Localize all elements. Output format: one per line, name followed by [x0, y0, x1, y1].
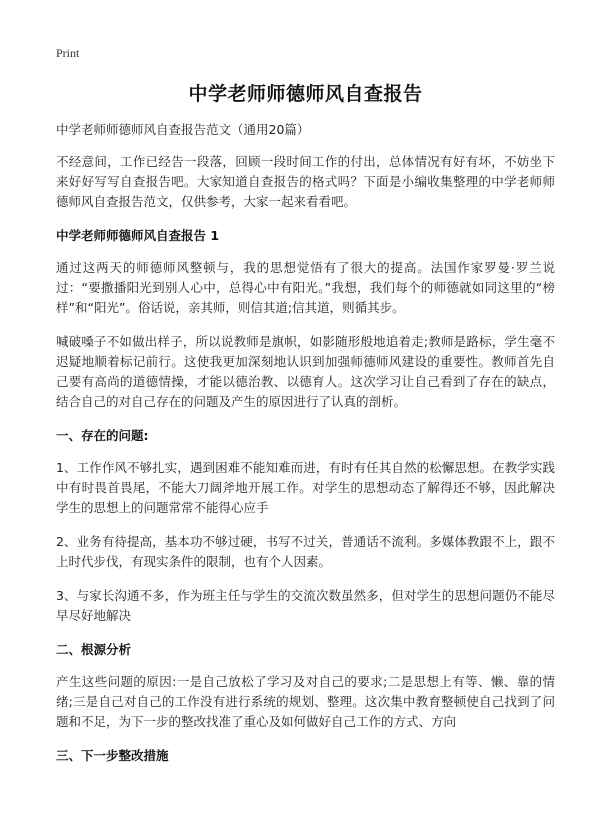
section-heading-analysis: 二、根源分析: [56, 642, 132, 657]
intro-paragraph: 不经意间，工作已经告一段落，回顾一段时间工作的付出，总体情况有好有坏，不妨坐下来好好写写自查报告吧。大家知道自查报告的格式吗？下面是小编收集整理的中学老师师德师风自查报告范文，仅供参考，大家一起来看看吧。: [56, 154, 555, 209]
analysis-paragraph: 产生这些问题的原因:一是自己放松了学习及对自己的要求;二是思想上有等、懒、靠的情绪;三是自己对自己的工作没有进行系统的规划、整理。这次集中教育整顿使自己找到了问题和不足，为下一步的整改找准了重心及如何做好自己工作的方式、方向: [56, 674, 555, 729]
report-heading: 中学老师师德师风自查报告 1: [56, 228, 220, 243]
subtitle: 中学老师师德师风自查报告范文（通用20篇）: [56, 122, 310, 137]
page-title: 中学老师师德师风自查报告: [188, 83, 423, 105]
section-heading-measures: 三、下一步整改措施: [56, 748, 169, 763]
paragraph-1: 通过这两天的师德师风整顿与，我的思想觉悟有了很大的提高。法国作家罗曼·罗兰说过：“要撒播阳光到别人心中，总得心中有阳光。”我想，我们每个的师德就如同这里的“榜样”和“阳光”。俗话说，亲其师，则信其道;信其道，则循其步。: [56, 260, 555, 315]
problem-item-2: 2、业务有待提高，基本功不够过硬，书写不过关，普通话不流利。多媒体教跟不上，跟不上时代步伐，有现实条件的限制，也有个人因素。: [56, 534, 555, 569]
section-heading-problems: 一、存在的问题:: [56, 428, 149, 443]
print-label: Print: [56, 46, 80, 60]
problem-item-1: 1、工作作风不够扎实，遇到困难不能知难而进，有时有任其自然的松懈思想。在教学实践中有时畏首畏尾，不能大刀阔斧地开展工作。对学生的思想动态了解得还不够，因此解决学生的思想上的问题常常不能得心应手: [56, 460, 555, 515]
problem-item-3: 3、与家长沟通不多，作为班主任与学生的交流次数虽然多，但对学生的思想问题仍不能尽早尽好地解决: [56, 588, 555, 623]
paragraph-2: 喊破嗓子不如做出样子，所以说教师是旗帜，如影随形般地追着走;教师是路标，学生毫不迟疑地顺着标记前行。这使我更加深刻地认识到加强师德师风建设的重要性。教师首先自己要有高尚的道德情操，才能以德治教、以德育人。这次学习让自己看到了存在的缺点，结合自己的对自己存在的问题及产生的原因进行了认真的剖析。: [56, 334, 555, 409]
